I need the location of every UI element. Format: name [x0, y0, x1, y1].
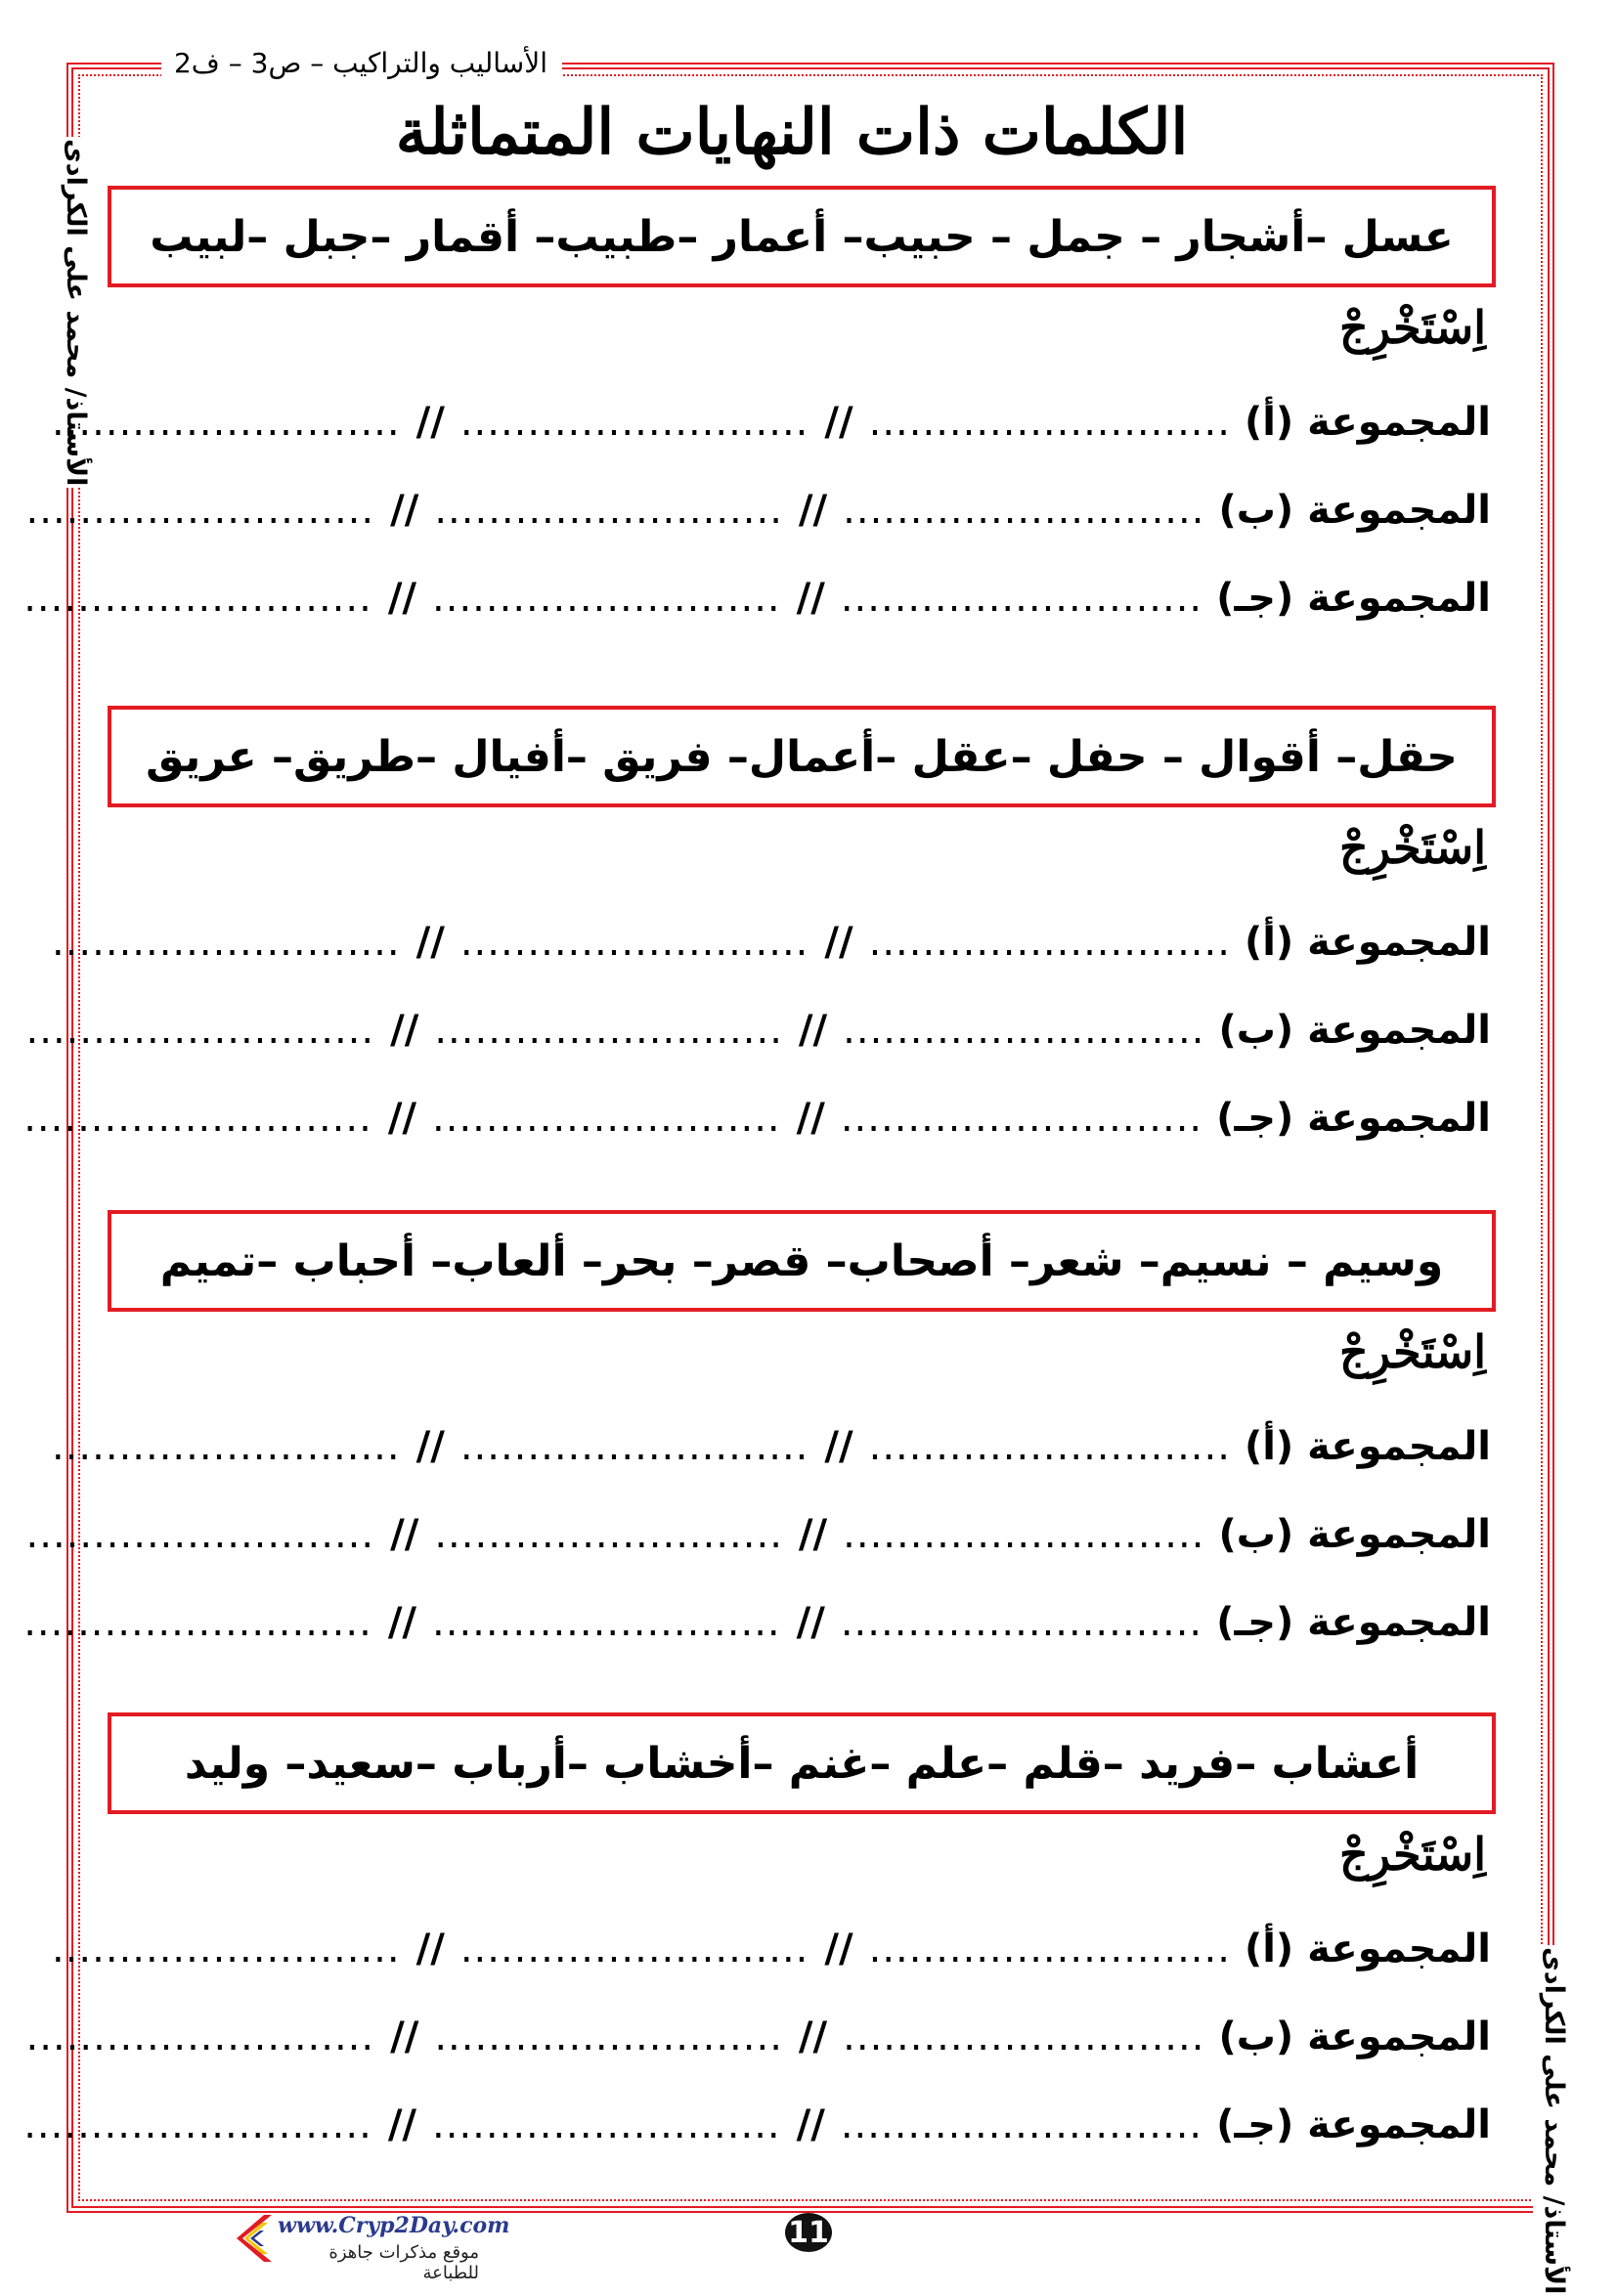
answer-blank[interactable]: .......................... [432, 1600, 781, 1645]
group-label: المجموعة (أ) [1244, 400, 1491, 445]
answer-blank[interactable]: ........................... [840, 2102, 1203, 2147]
answer-blank[interactable]: .......................... [432, 1096, 781, 1141]
answer-blank[interactable]: ........................... [868, 400, 1231, 445]
separator: // [390, 488, 419, 533]
word-list-box: حقل– أقوال – حفل –عقل –أعمال– فريق –أفيال –طريق– عريق [108, 706, 1496, 807]
answer-blank[interactable]: .......................... [434, 2014, 783, 2059]
separator: // [798, 2014, 828, 2059]
separator: // [387, 1600, 417, 1645]
separator: // [415, 920, 445, 965]
extract-heading: اِسْتَخْرِجْ [1339, 301, 1486, 354]
answer-blank[interactable]: .......................... [52, 920, 401, 965]
group-label: المجموعة (جـ) [1216, 1096, 1491, 1141]
group-label: المجموعة (ب) [1218, 2014, 1491, 2059]
separator: // [796, 2102, 825, 2147]
logo-chevron-icon [235, 2211, 274, 2266]
separator: // [796, 1600, 825, 1645]
group-row-a [52, 913, 1491, 972]
group-label: المجموعة (أ) [1244, 1927, 1491, 1971]
separator: // [824, 400, 853, 445]
separator: // [798, 488, 828, 533]
separator: // [387, 576, 417, 621]
separator: // [415, 1424, 445, 1469]
separator: // [824, 920, 853, 965]
group-row-c [23, 1089, 1491, 1148]
answer-blank[interactable]: .......................... [432, 2102, 781, 2147]
answer-blank[interactable]: .......................... [23, 1096, 372, 1141]
separator: // [796, 576, 825, 621]
extract-heading: اِسْتَخْرِجْ [1339, 1828, 1486, 1881]
answer-blank[interactable]: .......................... [459, 1927, 809, 1971]
separator: // [415, 1927, 445, 1971]
group-label: المجموعة (ب) [1218, 488, 1491, 533]
answer-blank[interactable]: ........................... [840, 1096, 1203, 1141]
separator: // [798, 1008, 828, 1053]
word-list-box: أعشاب –فريد –قلم –علم –غنم –أخشاب –أرباب –سعيد– وليد [108, 1712, 1496, 1814]
answer-blank[interactable]: .......................... [459, 920, 809, 965]
group-label: المجموعة (ب) [1218, 1512, 1491, 1557]
group-row-b [25, 481, 1491, 540]
site-url[interactable]: www.Cryp2Day.com [278, 2213, 510, 2238]
answer-blank[interactable]: ........................... [840, 576, 1203, 621]
answer-blank[interactable]: ........................... [868, 920, 1231, 965]
group-row-b [25, 1001, 1491, 1060]
group-label: المجموعة (أ) [1244, 920, 1491, 965]
answer-blank[interactable]: ........................... [843, 2014, 1205, 2059]
group-label: المجموعة (جـ) [1216, 576, 1491, 621]
separator: // [796, 1096, 825, 1141]
separator: // [387, 2102, 417, 2147]
answer-blank[interactable]: .......................... [459, 1424, 809, 1469]
answer-blank[interactable]: ........................... [868, 1424, 1231, 1469]
separator: // [824, 1424, 853, 1469]
answer-blank[interactable]: .......................... [25, 1512, 375, 1557]
extract-heading: اِسْتَخْرِجْ [1339, 1325, 1486, 1378]
site-logo[interactable] [235, 2211, 510, 2283]
separator: // [390, 1512, 419, 1557]
answer-blank[interactable]: .......................... [434, 488, 783, 533]
answer-blank[interactable]: .......................... [25, 2014, 375, 2059]
group-row-b [25, 1505, 1491, 1564]
separator: // [798, 1512, 828, 1557]
answer-blank[interactable]: ........................... [843, 488, 1205, 533]
answer-blank[interactable]: ........................... [840, 1600, 1203, 1645]
answer-blank[interactable]: .......................... [52, 1424, 401, 1469]
answer-blank[interactable]: .......................... [459, 400, 809, 445]
page-title: الكلمات ذات النهايات المتماثلة [395, 96, 1189, 169]
separator: // [824, 1927, 853, 1971]
separator: // [387, 1096, 417, 1141]
group-label: المجموعة (ب) [1218, 1008, 1491, 1053]
answer-blank[interactable]: ........................... [868, 1927, 1231, 1971]
author-label-bottom: الأستاذ/ محمد على الكرادى [1533, 1945, 1575, 2296]
separator: // [390, 2014, 419, 2059]
separator: // [390, 1008, 419, 1053]
answer-blank[interactable]: .......................... [52, 1927, 401, 1971]
answer-blank[interactable]: .......................... [434, 1008, 783, 1053]
answer-blank[interactable]: .......................... [52, 400, 401, 445]
answer-blank[interactable]: ........................... [843, 1512, 1205, 1557]
group-row-c [23, 2096, 1491, 2154]
group-row-a [52, 1920, 1491, 1978]
page-number: 11 [785, 2213, 832, 2252]
group-row-c [23, 569, 1491, 628]
group-row-b [25, 2008, 1491, 2066]
site-tagline: موقع مذكرات جاهزة للطباعة [328, 2242, 479, 2283]
answer-blank[interactable]: .......................... [25, 488, 375, 533]
group-label: المجموعة (أ) [1244, 1424, 1491, 1469]
group-row-a [52, 393, 1491, 452]
answer-blank[interactable]: .......................... [432, 576, 781, 621]
group-row-c [23, 1593, 1491, 1652]
answer-blank[interactable]: .......................... [25, 1008, 375, 1053]
answer-blank[interactable]: ........................... [843, 1008, 1205, 1053]
word-list-box: عسل –أشجار – جمل – حبيب– أعمار –طبيب– أقمار –جبل –لبيب [108, 186, 1496, 287]
running-head: الأساليب والتراكيب – ص3 – ف2 [173, 47, 547, 79]
author-label-top: الأستاذ/ محمد على الكرادى [55, 137, 97, 488]
extract-heading: اِسْتَخْرِجْ [1339, 821, 1486, 874]
group-label: المجموعة (جـ) [1216, 1600, 1491, 1645]
separator: // [415, 400, 445, 445]
group-label: المجموعة (جـ) [1216, 2102, 1491, 2147]
answer-blank[interactable]: .......................... [434, 1512, 783, 1557]
word-list-box: وسيم – نسيم– شعر– أصحاب– قصر– بحر– ألعاب– أحباب –تميم [108, 1210, 1496, 1312]
answer-blank[interactable]: .......................... [23, 1600, 372, 1645]
group-row-a [52, 1417, 1491, 1476]
answer-blank[interactable]: .......................... [23, 576, 372, 621]
answer-blank[interactable]: .......................... [23, 2102, 372, 2147]
